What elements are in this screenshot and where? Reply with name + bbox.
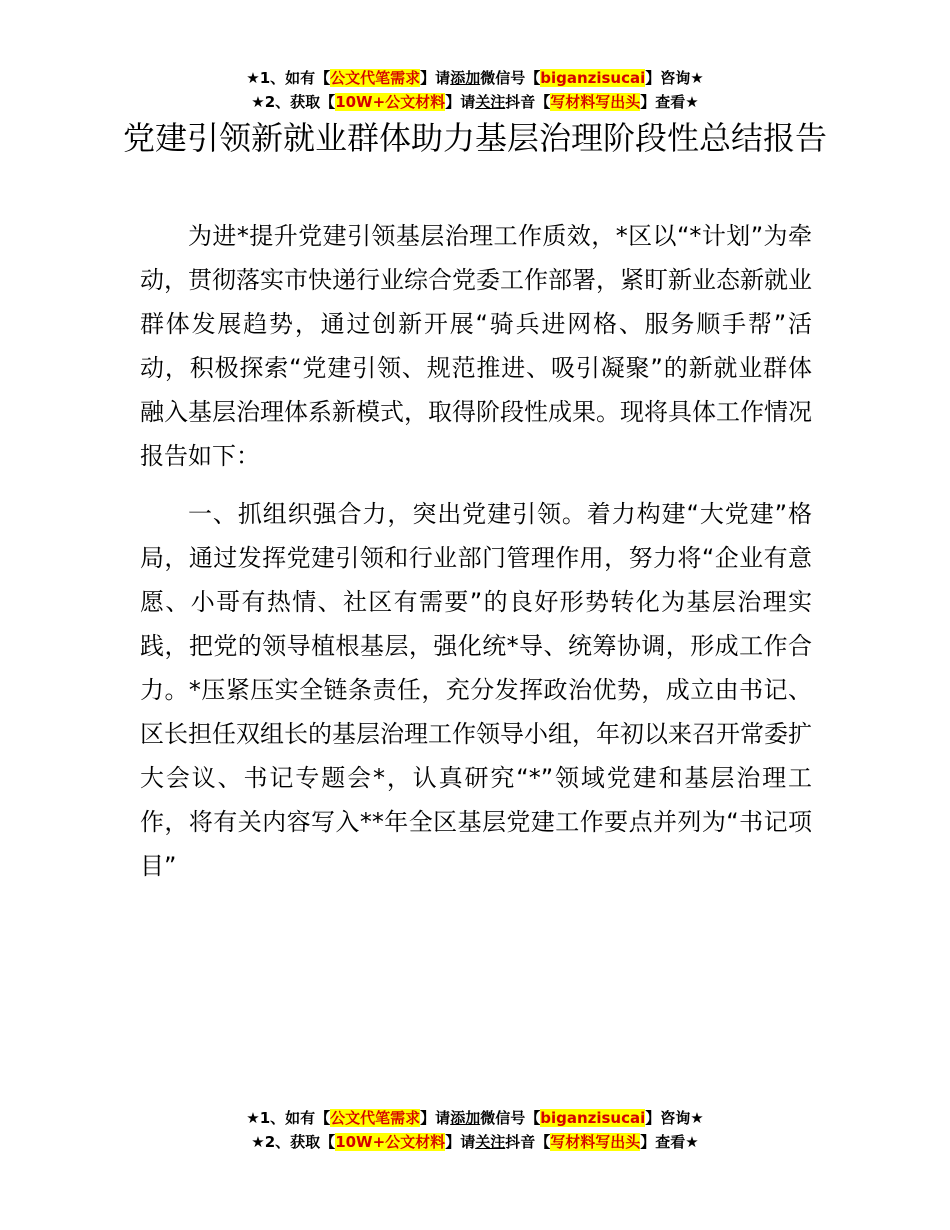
banner-highlight: 公文代笔需求 — [330, 1109, 421, 1127]
banner-text: 微信号【 — [480, 69, 541, 87]
banner-text: 】咨询★ — [645, 69, 704, 87]
header-banner-line-1 — [0, 66, 950, 90]
banner-highlight: biganzisucai — [540, 1109, 646, 1127]
banner-text: 微信号【 — [480, 1109, 541, 1127]
banner-highlight: 10W+公文材料 — [335, 93, 446, 111]
header-banner — [0, 66, 950, 114]
banner-text: ★1、如有【 — [246, 1109, 331, 1127]
banner-highlight: biganzisucai — [540, 69, 646, 87]
banner-text: ★1、如有【 — [246, 69, 331, 87]
banner-text: 】查看★ — [640, 1133, 699, 1151]
banner-text: ★2、获取【 — [251, 1133, 336, 1151]
banner-text: 】请 — [420, 1109, 451, 1127]
footer-banner-line-1 — [0, 1106, 950, 1130]
banner-text: 】咨询★ — [645, 1109, 704, 1127]
document-title: 党建引领新就业群体助力基层治理阶段性总结报告 — [122, 119, 827, 157]
banner-highlight: 10W+公文材料 — [335, 1133, 446, 1151]
banner-text: 抖音【 — [505, 93, 551, 111]
banner-underlined-text: 关注 — [475, 93, 506, 111]
banner-text: ★2、获取【 — [251, 93, 336, 111]
banner-text: 】查看★ — [640, 93, 699, 111]
banner-text: 】请 — [445, 1133, 476, 1151]
banner-text: 】请 — [445, 93, 476, 111]
banner-text: 】请 — [420, 69, 451, 87]
banner-highlight: 写材料写出头 — [550, 1133, 641, 1151]
banner-highlight: 写材料写出头 — [550, 93, 641, 111]
header-banner-line-2 — [0, 90, 950, 114]
banner-underlined-text: 添加 — [450, 69, 481, 87]
body-paragraph-1: 为进*提升党建引领基层治理工作质效，*区以“*计划”为牵动，贯彻落实市快递行业综合党委工作部署，紧盯新业态新就业群体发展趋势，通过创新开展“骑兵进网格、服务顺手帮”活动，积极探索“党建引领、规范推进、吸引凝聚”的新就业群体融入基层治理体系新模式，取得阶段性成果。现将具体工作情况报告如下： — [140, 222, 812, 470]
banner-underlined-text: 关注 — [475, 1133, 506, 1151]
banner-highlight: 公文代笔需求 — [330, 69, 421, 87]
banner-text: 抖音【 — [505, 1133, 551, 1151]
document-body — [140, 214, 812, 902]
footer-banner-line-2 — [0, 1130, 950, 1154]
body-paragraph-2: 一、抓组织强合力，突出党建引领。着力构建“大党建”格局，通过发挥党建引领和行业部门管理作用，努力将“企业有意愿、小哥有热情、社区有需要”的良好形势转化为基层治理实践，把党的领导植根基层，强化统*导、统筹协调，形成工作合力。*压紧压实全链条责任，充分发挥政治优势，成立由书记、区长担任双组长的基层治理工作领导小组，年初以来召开常委扩大会议、书记专题会*，认真研究“*”领域党建和基层治理工作，将有关内容写入**年全区基层党建工作要点并列为“书记项目” — [140, 500, 812, 880]
footer-banner — [0, 1106, 950, 1154]
banner-underlined-text: 添加 — [450, 1109, 481, 1127]
